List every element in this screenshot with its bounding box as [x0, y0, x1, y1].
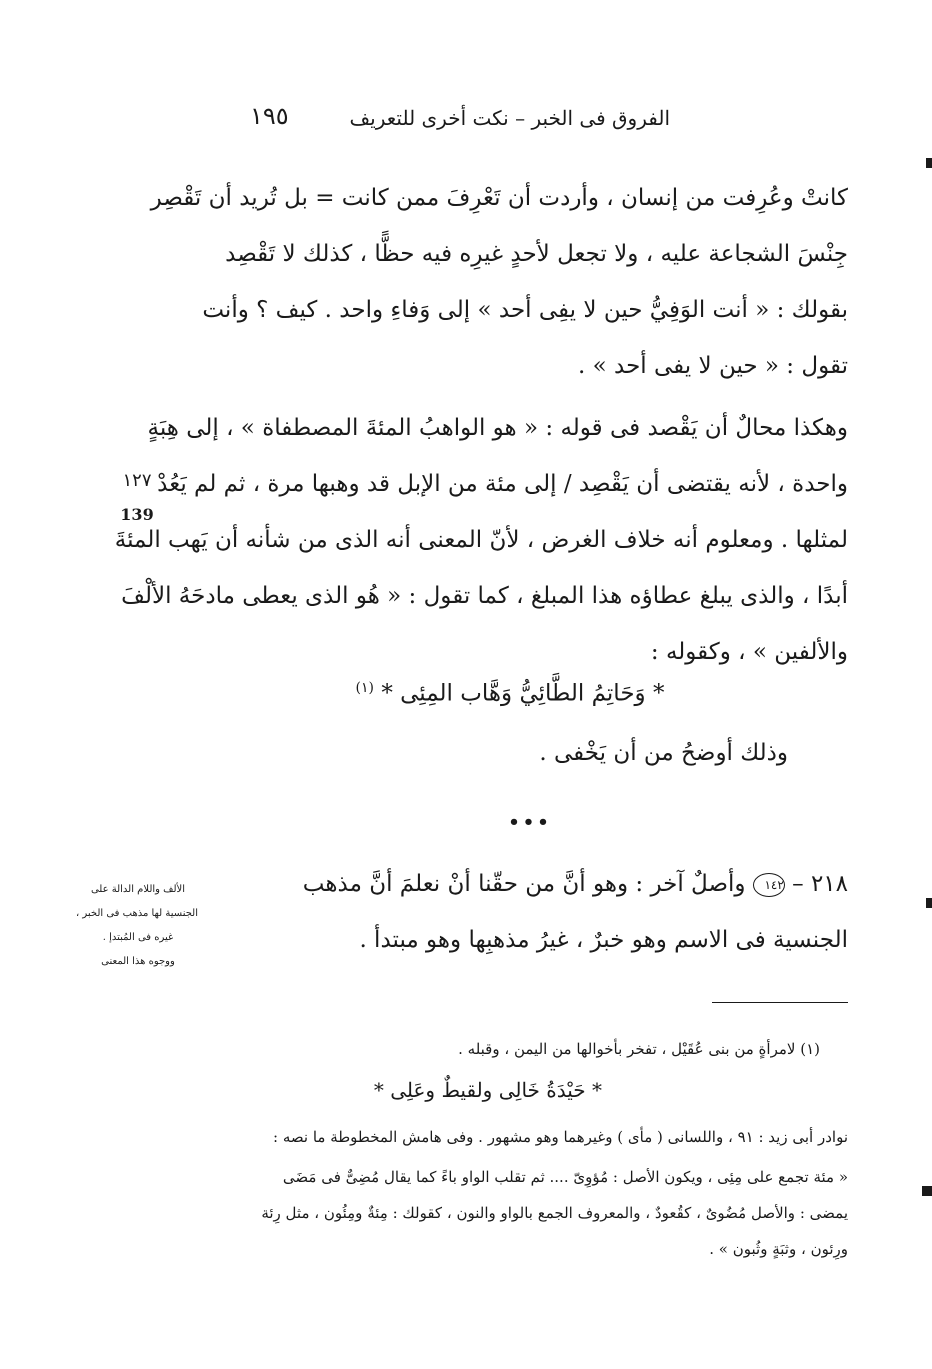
footnote-line: نوادر أبى زيد : ٩١ ، واللسانى ( مأى ) وغيرهما وهو مشهور . وفى هامش المخطوطة ما نصه : — [273, 1128, 848, 1146]
page-number: ١٩٥ — [250, 102, 289, 130]
text-line: أبدًا ، والذى يبلغ عطاؤه هذا المبلغ ، كما تقول : « هُو الذى يعطى مادحَهُ الألْفَ — [121, 583, 848, 609]
footnote-line: ورِئون ، وثبَةٍ وثُبون » . — [709, 1240, 848, 1258]
section-separator: ••• — [508, 812, 552, 833]
text-line: جِنْسَ الشجاعة عليه ، ولا تجعل لأحدٍ غيرِه فيه حظًّا ، كذلك لا تَقْصِد — [225, 241, 848, 267]
scan-edge-mark — [922, 1186, 932, 1196]
paragraph-1 — [150, 170, 848, 394]
footnote-1: (١) لامرأةٍ من بنى عُقَيْل ، تفخر بأخوالها من اليمن ، وقبله . — [458, 1040, 820, 1058]
poetry-verse — [340, 680, 680, 707]
text-line: الجنسية فى الاسم وهو خبرٌ ، غيرُ مذهبِها وهو مبتدأ . — [359, 927, 848, 953]
footnote-divider — [712, 1002, 848, 1003]
text-line: والألفين » ، وكقوله : — [650, 639, 848, 665]
text-line: لمثلها . ومعلوم أنه خلاف الغرض ، لأنّ المعنى أنه الذى من شأنه أن يَهب المئةَ — [114, 527, 848, 553]
side-note-line: الجنسية لها مذهب فى الخبر ، — [75, 908, 198, 919]
text-line: بقولك : « أنت الوَفِيُّ حين لا يفِى أحد » إلى وَفاءِ واحد . كيف ؟ وأنت — [202, 297, 848, 323]
text-line: واحدة ، لأنه يقتضى أن يَقْصِد / إلى مئة من الإبل قد وهبها مرة ، ثم لم يَعُدْ — [157, 471, 848, 497]
running-title: الفروق فى الخبر – نكت أخرى للتعريف — [349, 106, 670, 130]
side-note-line: ووجوه هذا المعنى — [101, 956, 175, 967]
text-line — [216, 856, 848, 912]
side-note-line: غيره فى المُبتدإ . — [102, 932, 174, 943]
paragraph-3 — [216, 856, 848, 968]
section-first-line: وأصلٌ آخر : وهو أنَّ من حقّنا أنْ نعلمَ أنَّ مذهب — [302, 871, 746, 897]
scan-edge-mark — [926, 158, 932, 168]
verse-text: * وَحَاتِمُ الطَّائِيُّ وَهَّاب المِئِى * — [381, 680, 665, 707]
footnote-line: « مئة تجمع على مِئِى ، ويكون الأصل : مُؤوِىّ .... ثم تقلب الواو باءً كما يقال مُضِىٌّ فى مَضَى — [282, 1168, 848, 1186]
text-line: كانتْ وعُرِفت من إنسان ، وأردت أن تَعْرِفَ ممن كانت = بل تُريد أن تَقْصِر — [150, 185, 848, 211]
side-note-line: الألف واللام الدالة على — [90, 884, 186, 895]
margin-latin-number: 139 — [120, 505, 154, 524]
footnote-reference[interactable]: (١) — [355, 680, 374, 696]
text-line: وهكذا محالٌ أن يَقْصد فى قوله : « هو الواهبُ المئةَ المصطفاة » ، إلى هِبَةٍ — [147, 415, 848, 441]
footnote-line: يمضى : والأصل مُضُوىٌ ، كقُعودٌ ، والمعروف الجمع بالواو والنون ، كقولك : مِئةٌ ومِئُون ، مثل رِئة — [261, 1204, 848, 1222]
section-number: ٢١٨ – — [792, 871, 848, 897]
footnote-verse: * حَيْدَةُ خَالِى ولقيطٌ وعَلِى * — [373, 1078, 602, 1102]
text-line: تقول : « حين لا يفى أحد » . — [578, 353, 848, 379]
page-header — [250, 102, 670, 142]
margin-arabic-number: ١٢٧ — [122, 470, 152, 491]
margin-side-note — [75, 878, 198, 974]
circled-number-badge: ١٤٢ — [753, 873, 785, 897]
closing-sentence: وذلك أوضحُ من أن يَخْفى . — [539, 740, 788, 766]
scan-edge-mark — [926, 898, 932, 908]
